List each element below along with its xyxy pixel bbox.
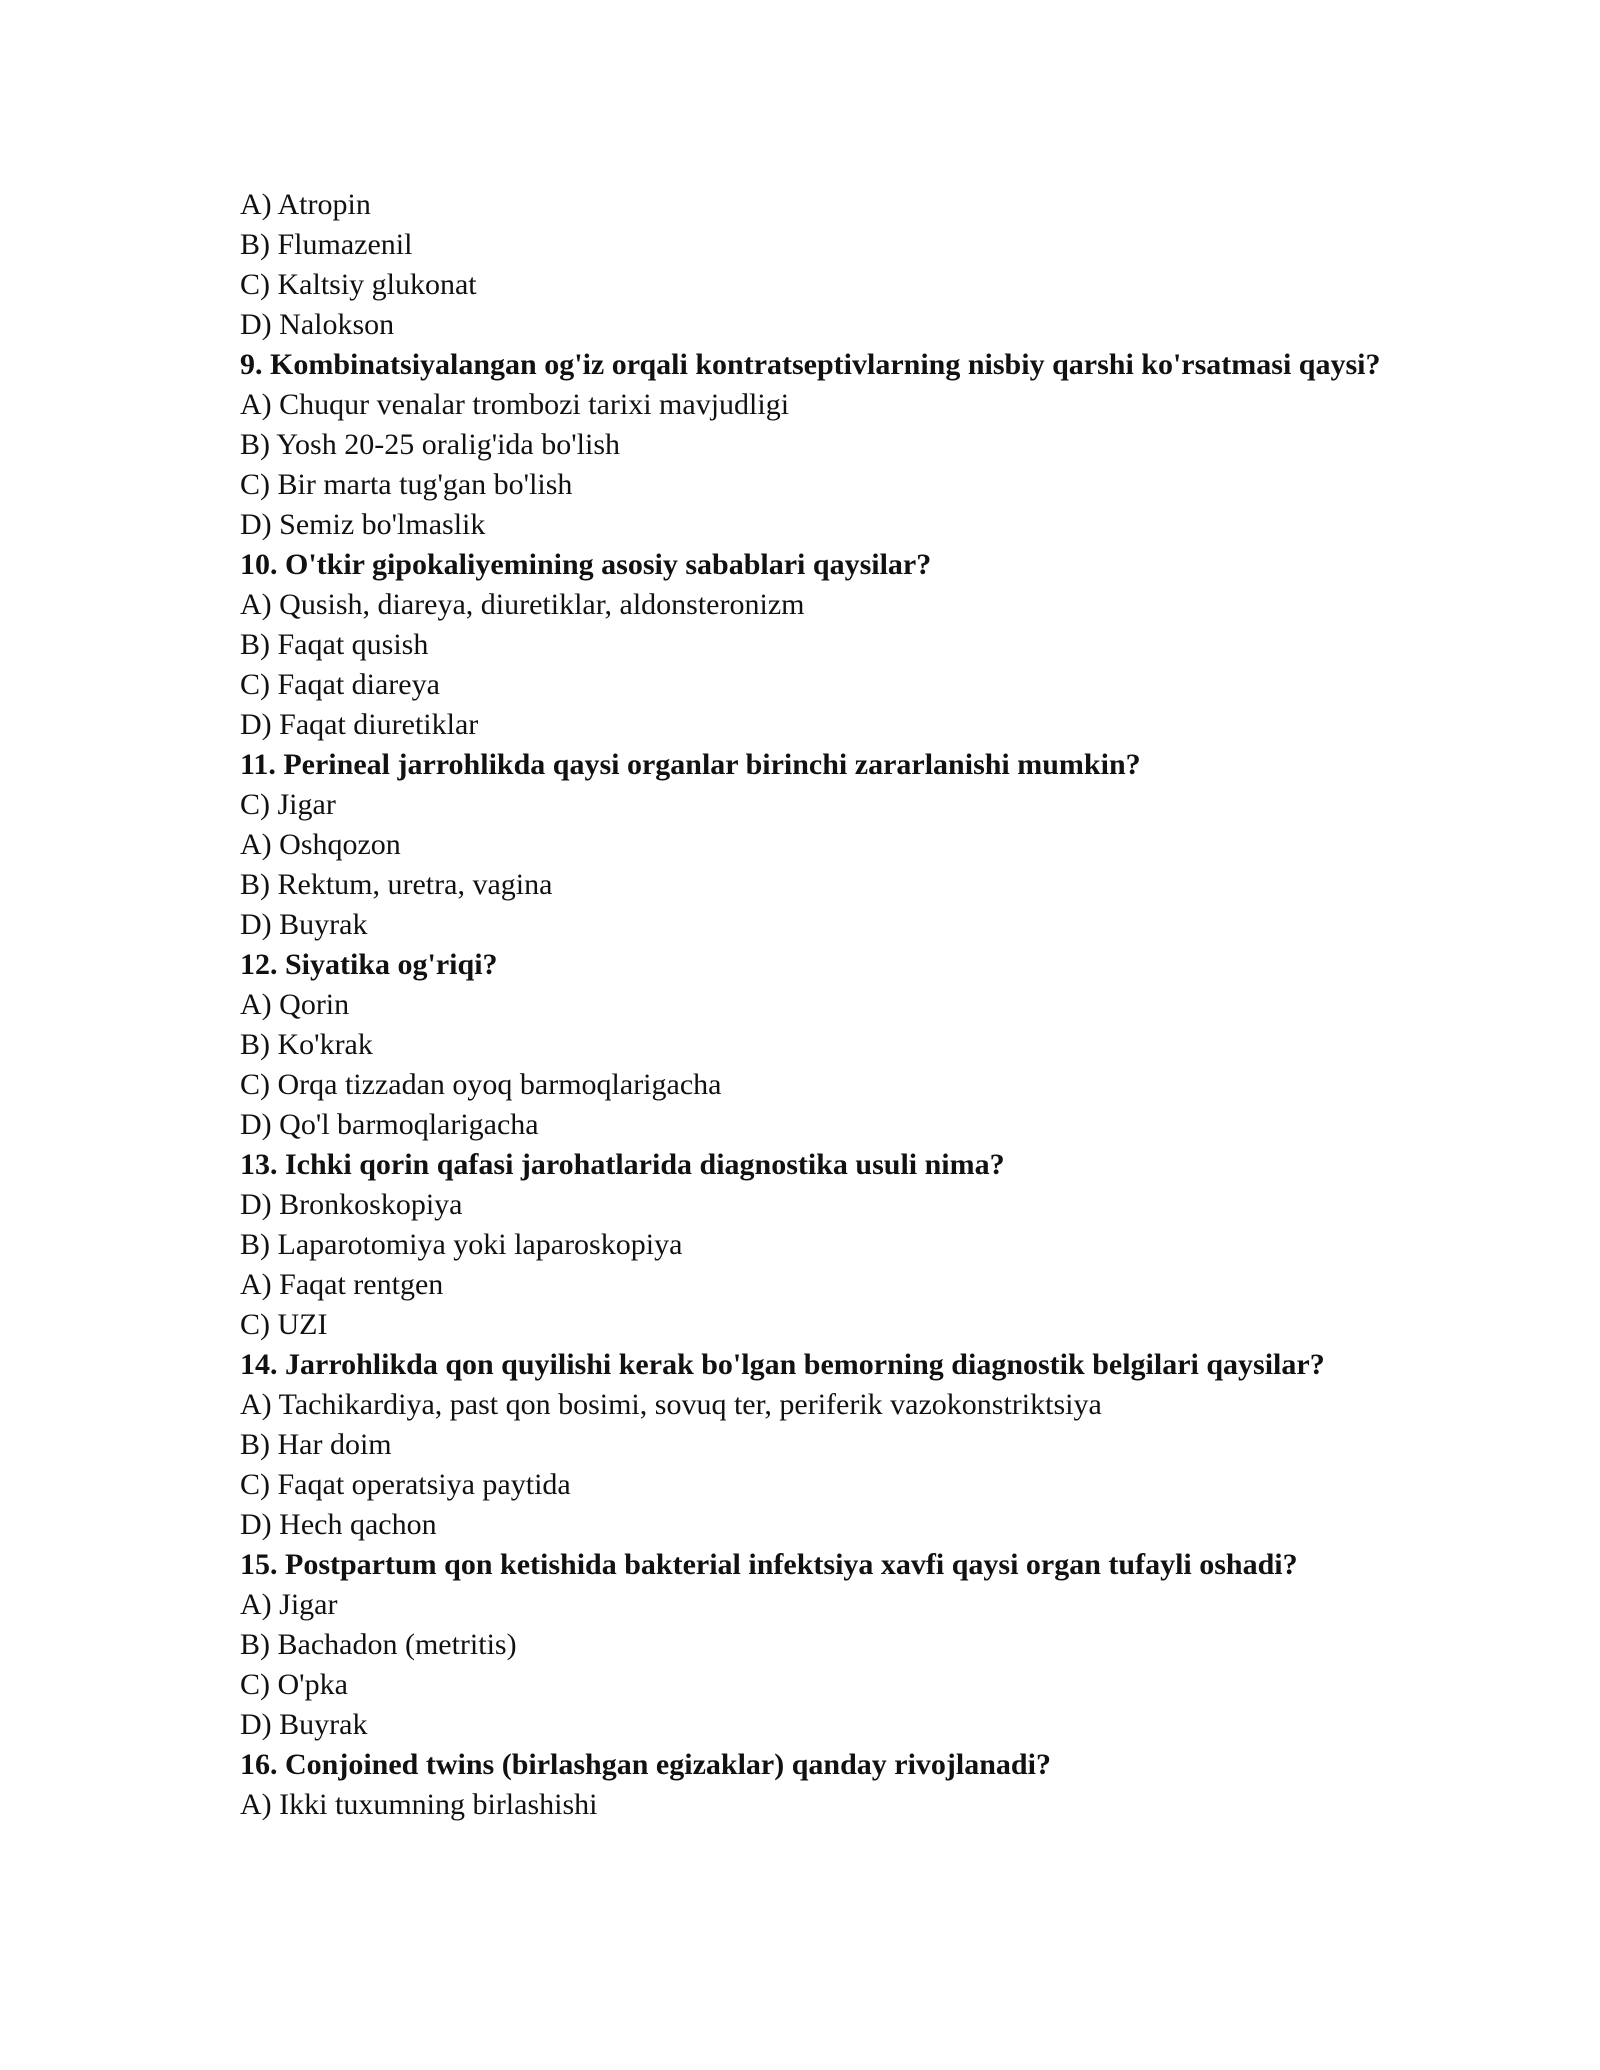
answer-option: A) Faqat rentgen	[240, 1268, 444, 1301]
answer-option: B) Faqat qusish	[240, 628, 429, 661]
question-text: 14. Jarrohlikda qon quyilishi kerak bo'lgan bemorning diagnostik belgilari qaysilar?	[240, 1348, 1325, 1381]
answer-option: A) Chuqur venalar trombozi tarixi mavjudligi	[240, 388, 790, 421]
answer-option: D) Buyrak	[240, 1708, 368, 1741]
question-text: 9. Kombinatsiyalangan og'iz orqali kontratseptivlarning nisbiy qarshi ko'rsatmasi qaysi?	[240, 348, 1381, 381]
answer-option: B) Laparotomiya yoki laparoskopiya	[240, 1228, 683, 1261]
answer-option: B) Har doim	[240, 1428, 392, 1461]
answer-option: C) Orqa tizzadan oyoq barmoqlarigacha	[240, 1068, 722, 1101]
answer-option: C) Jigar	[240, 788, 336, 821]
answer-option: A) Tachikardiya, past qon bosimi, sovuq ter, periferik vazokonstriktsiya	[240, 1388, 1102, 1421]
answer-option: A) Oshqozon	[240, 828, 401, 861]
answer-option: B) Ko'krak	[240, 1028, 373, 1061]
answer-option: C) UZI	[240, 1308, 328, 1341]
answer-option: D) Qo'l barmoqlarigacha	[240, 1108, 539, 1141]
answer-option: B) Bachadon (metritis)	[240, 1628, 517, 1661]
question-text: 10. O'tkir gipokaliyemining asosiy sabablari qaysilar?	[240, 548, 932, 581]
answer-option: D) Bronkoskopiya	[240, 1188, 463, 1221]
question-text: 13. Ichki qorin qafasi jarohatlarida diagnostika usuli nima?	[240, 1148, 1005, 1181]
answer-option: B) Yosh 20-25 oralig'ida bo'lish	[240, 428, 620, 461]
answer-option: C) O'pka	[240, 1668, 348, 1701]
answer-option: C) Bir marta tug'gan bo'lish	[240, 468, 573, 501]
answer-option: A) Qorin	[240, 988, 350, 1021]
answer-option: D) Buyrak	[240, 908, 368, 941]
answer-option: C) Faqat diareya	[240, 668, 440, 701]
answer-option: A) Ikki tuxumning birlashishi	[240, 1788, 598, 1821]
answer-option: C) Kaltsiy glukonat	[240, 268, 477, 301]
answer-option: C) Faqat operatsiya paytida	[240, 1468, 571, 1501]
answer-option: D) Hech qachon	[240, 1508, 437, 1541]
answer-option: A) Qusish, diareya, diuretiklar, aldonsteronizm	[240, 588, 805, 621]
question-text: 11. Perineal jarrohlikda qaysi organlar birinchi zararlanishi mumkin?	[240, 748, 1141, 781]
quiz-content	[240, 185, 1390, 1825]
question-text: 15. Postpartum qon ketishida bakterial infektsiya xavfi qaysi organ tufayli oshadi?	[240, 1548, 1298, 1581]
answer-option: A) Atropin	[240, 188, 371, 221]
answer-option: D) Faqat diuretiklar	[240, 708, 479, 741]
answer-option: B) Rektum, uretra, vagina	[240, 868, 553, 901]
answer-option: B) Flumazenil	[240, 228, 413, 261]
question-text: 12. Siyatika og'riqi?	[240, 948, 498, 981]
question-text: 16. Conjoined twins (birlashgan egizaklar) qanday rivojlanadi?	[240, 1748, 1051, 1781]
answer-option: D) Semiz bo'lmaslik	[240, 508, 486, 541]
answer-option: A) Jigar	[240, 1588, 338, 1621]
answer-option: D) Nalokson	[240, 308, 395, 341]
